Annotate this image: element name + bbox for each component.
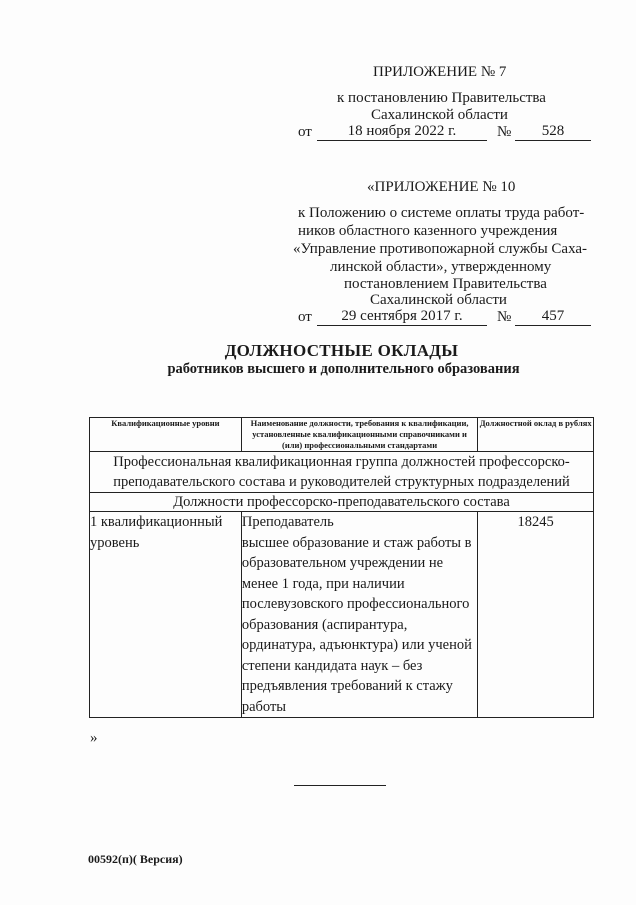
appendix7-title: ПРИЛОЖЕНИЕ № 7 (373, 64, 507, 80)
group-row (90, 452, 594, 493)
appendix10-line-1: к Положению о системе оплаты труда работ- (298, 205, 585, 221)
document-title: ДОЛЖНОСТНЫЕ ОКЛАДЫ (224, 341, 459, 360)
document-subtitle: работников высшего и дополнительного образования (167, 361, 520, 377)
subgroup-cell: Должности профессорско-преподавательского состава (90, 493, 594, 512)
appendix7-line-2: Сахалинской области (371, 107, 508, 123)
salary-table (89, 417, 594, 718)
appendix10-from-label: от (298, 309, 312, 325)
appendix7-number: 528 (515, 123, 591, 141)
appendix10-line-5: постановлением Правительства (344, 276, 547, 292)
salary-cell: 18245 (478, 512, 594, 718)
header-qualification-levels: Квалификационные уровни (90, 418, 242, 452)
professional-group-cell: Профессиональная квалификационная группа должностей профессорско-преподавательского состава и руководителей структурных подразделений (90, 452, 594, 493)
appendix7-line-1: к постановлению Правительства (337, 90, 546, 106)
subgroup-row (90, 493, 594, 512)
end-separator (294, 785, 386, 786)
header-salary: Должностной оклад в рублях (478, 418, 594, 452)
appendix10-line-3: «Управление противопожарной службы Саха- (293, 241, 588, 257)
table-row (90, 512, 594, 718)
footer-code-text: 00592(п)( Версия) (88, 852, 183, 866)
qualification-level-cell: 1 квалификационный уровень (90, 512, 242, 718)
position-requirements: высшее образование и стаж работы в образовательном учреждении не менее 1 года, при наличии послевузовского профессионального образования (аспирантура, ординатура, адъюнктура) или ученой степени кандидата наук – без предъявления требований к стажу работы (241, 534, 472, 715)
appendix10-line-2: ников областного казенного учреждения (298, 223, 558, 239)
footer-code (88, 852, 183, 867)
table-header-row (90, 418, 594, 452)
appendix7-from-label: от (298, 124, 312, 140)
appendix10-date: 29 сентября 2017 г. (317, 308, 487, 326)
position-cell (241, 512, 477, 718)
closing-quote: » (90, 730, 98, 746)
appendix10-line-4: линской области», утвержденному (330, 259, 552, 275)
header-position-requirements: Наименование должности, требования к квалификации, установленные квалификационными справочниками и (или) профессиональными стандартами (241, 418, 477, 452)
appendix7-number-label: № (497, 124, 512, 140)
appendix10-line-6: Сахалинской области (370, 292, 507, 308)
appendix10-number-label: № (497, 309, 512, 325)
appendix7-date: 18 ноября 2022 г. (317, 123, 487, 141)
appendix10-number: 457 (515, 308, 591, 326)
position-title: Преподаватель (241, 514, 334, 530)
appendix10-title: «ПРИЛОЖЕНИЕ № 10 (367, 179, 516, 195)
